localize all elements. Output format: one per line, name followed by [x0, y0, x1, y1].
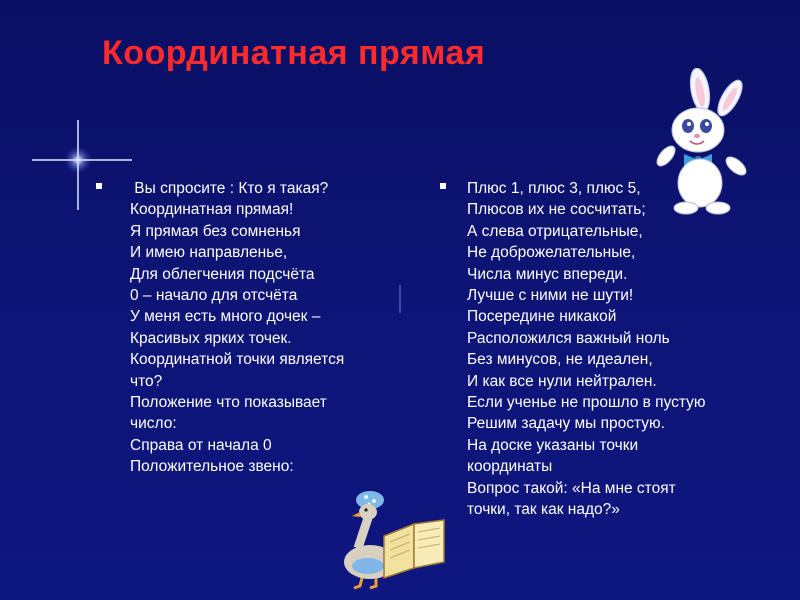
- goose-reading-book-icon: [330, 486, 450, 591]
- verse-line: Справа от начала 0: [130, 436, 272, 454]
- right-text-column: [440, 178, 770, 521]
- verse-line: Вы спросите : Кто я такая?: [130, 180, 329, 197]
- verse-line: У меня есть много дочек –: [130, 308, 321, 326]
- bunny-mascot-icon: [648, 68, 758, 218]
- verse-line: что?: [130, 372, 163, 390]
- verse-line: Красивых ярких точек.: [130, 329, 292, 347]
- verse-line: координаты: [467, 458, 553, 476]
- slide-title: Координатная прямая: [102, 34, 486, 72]
- verse-line: Вопрос такой: «На мне стоят: [467, 479, 676, 497]
- left-verse: [130, 178, 396, 478]
- verse-line: Плюсов их не сосчитать;: [467, 201, 646, 219]
- verse-line: Посередине никакой: [467, 308, 617, 326]
- verse-line: точки, так как надо?»: [467, 501, 620, 519]
- verse-line: Положительное звено:: [130, 458, 294, 476]
- verse-line: И имею направленье,: [130, 244, 288, 262]
- verse-line: число:: [130, 415, 177, 433]
- bullet-marker: [96, 183, 102, 189]
- verse-line: А слева отрицательные,: [467, 222, 643, 240]
- verse-line: Координатная прямая!: [130, 201, 294, 219]
- bullet-marker: [440, 183, 446, 189]
- verse-line: Для облегчения подсчёта: [130, 265, 315, 283]
- verse-line: 0 – начало для отсчёта: [130, 287, 298, 305]
- verse-line: Решим задачу мы простую.: [467, 415, 665, 433]
- verse-line: Я прямая без сомненья: [130, 222, 301, 240]
- verse-line: Не доброжелательные,: [467, 244, 636, 262]
- verse-line: Положение что показывает: [130, 394, 327, 412]
- right-verse: [467, 178, 770, 521]
- verse-line: Расположился важный ноль: [467, 329, 670, 347]
- verse-line: Плюс 1, плюс 3, плюс 5,: [467, 180, 641, 197]
- verse-line: Без минусов, не идеален,: [467, 351, 653, 369]
- verse-line: И как все нули нейтрален.: [467, 372, 657, 390]
- left-text-column: [96, 178, 396, 478]
- verse-line: Числа минус впереди.: [467, 265, 628, 283]
- verse-line: На доске указаны точки: [467, 436, 639, 454]
- verse-line: Лучше с ними не шути!: [467, 287, 634, 305]
- column-divider: [399, 285, 401, 313]
- verse-line: Координатной точки является: [130, 351, 345, 369]
- verse-line: Если ученье не прошло в пустую: [467, 394, 706, 412]
